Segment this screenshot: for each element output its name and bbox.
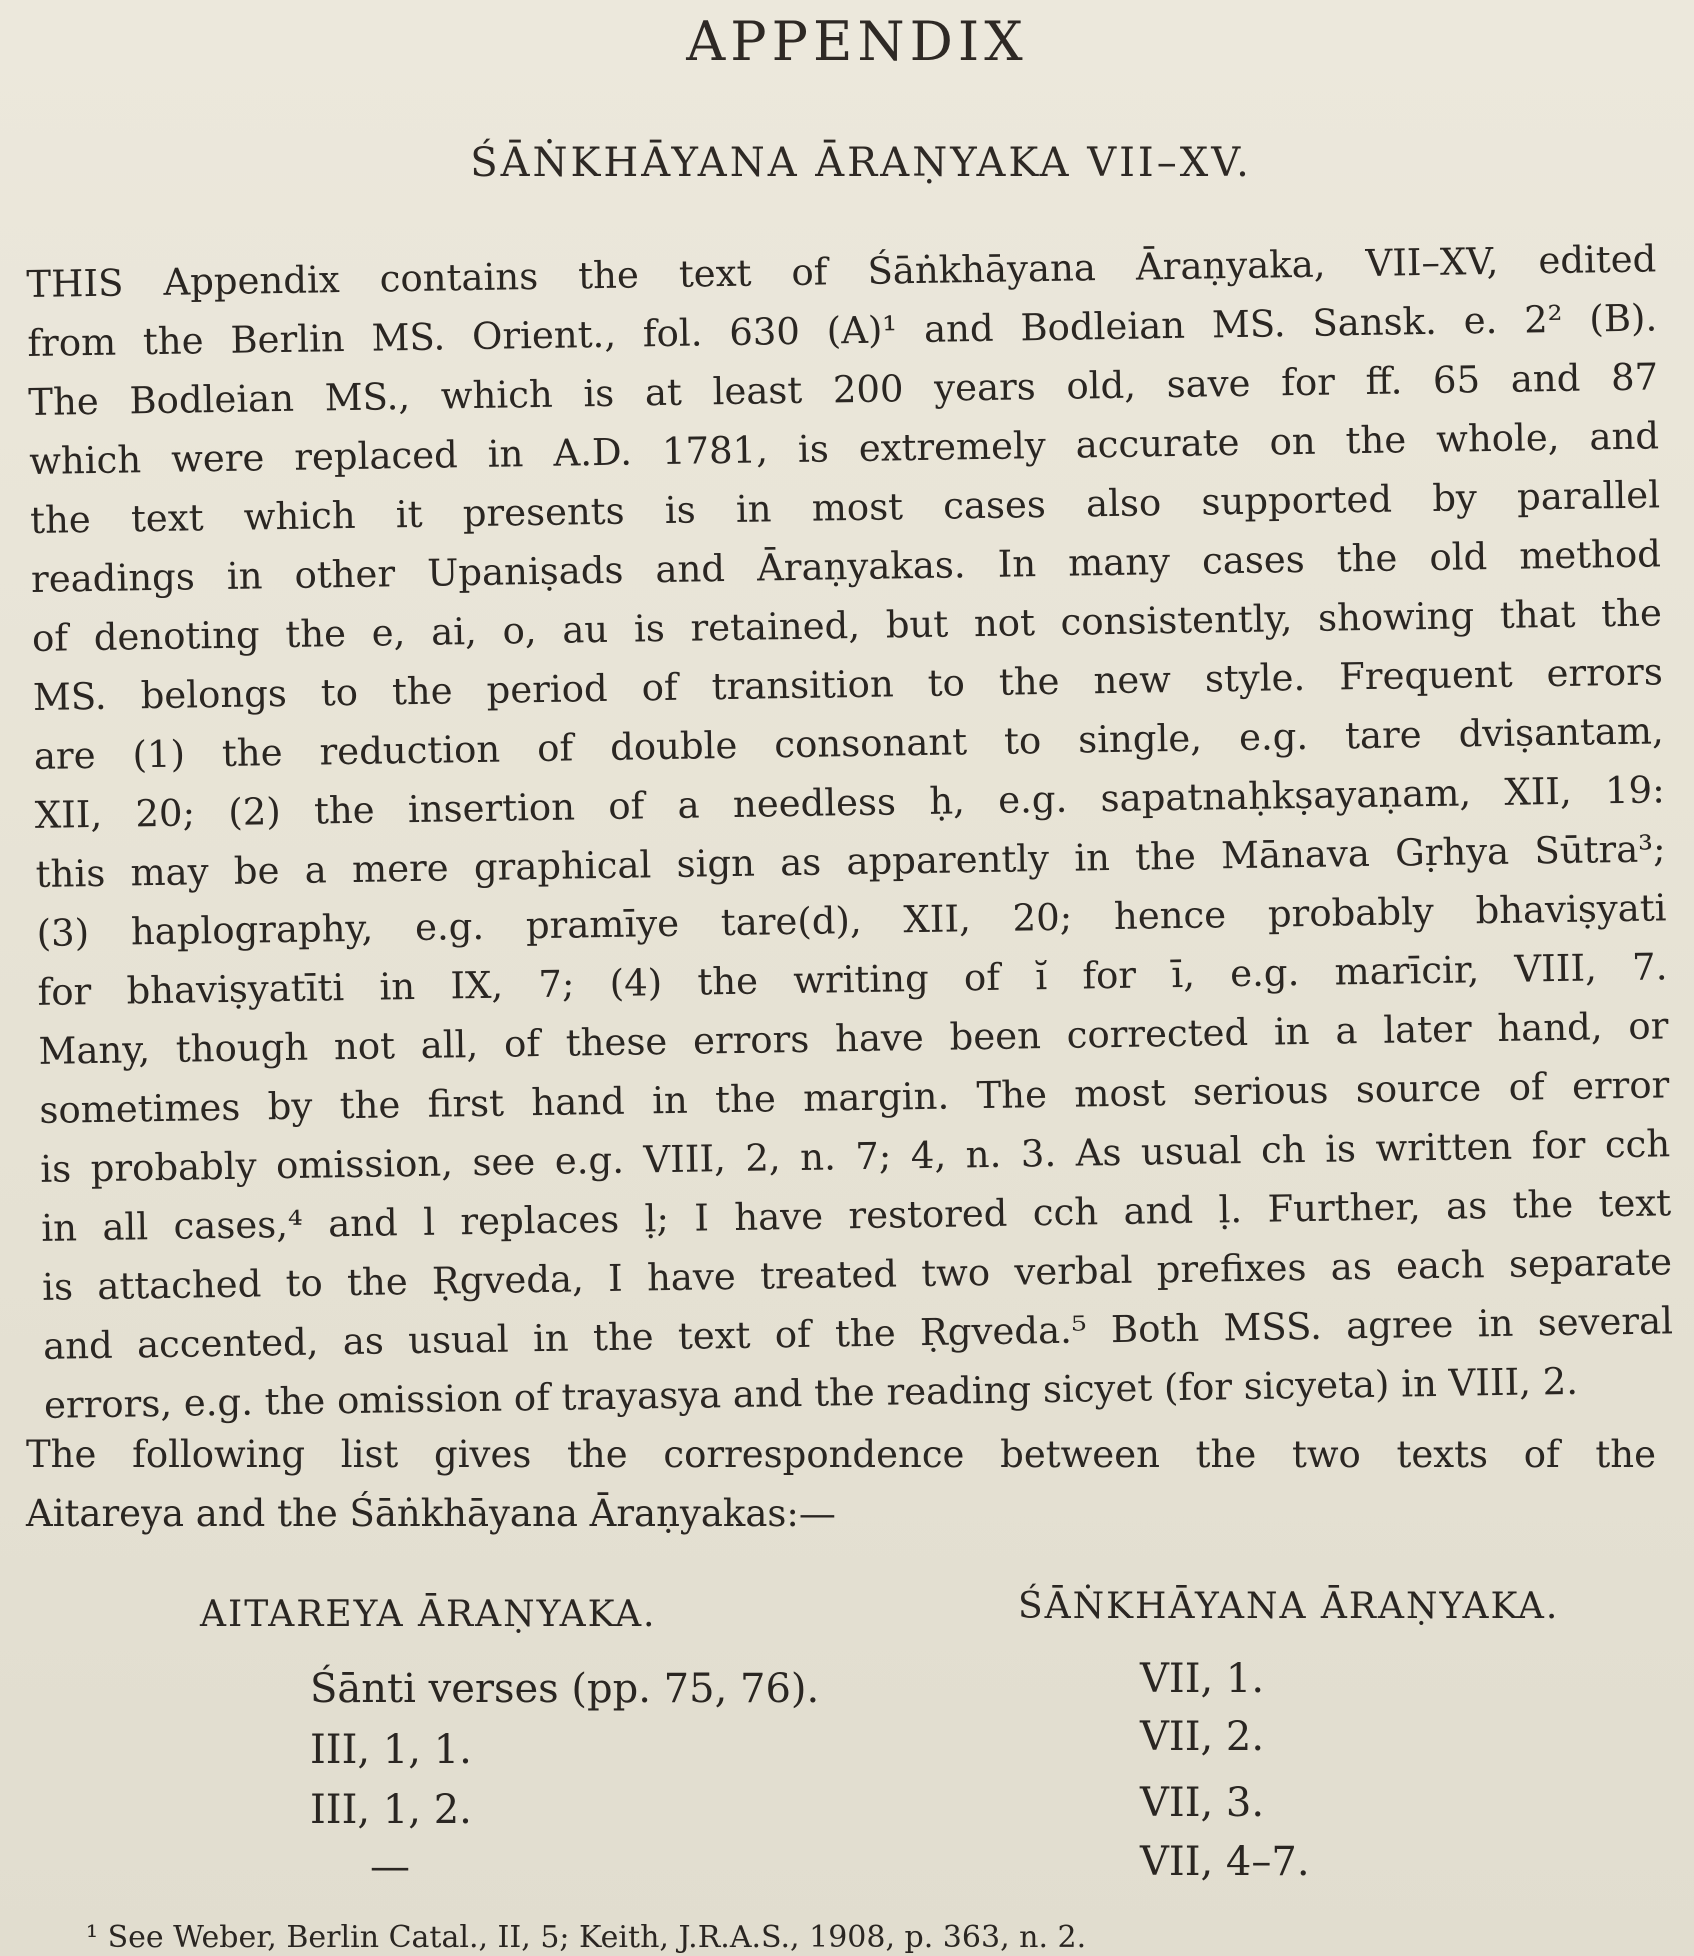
page-subtitle: ŚĀṄKHĀYANA ĀRAṆYAKA VII–XV. [470,140,1252,186]
text-line: (3) haplography, e.g. pramīye tare(d), XII, 20; hence probably bhaviṣyati [36,886,1667,955]
column-header-aitareya: AITAREYA ĀRAṆYAKA. [200,1594,657,1635]
text-line: Aitareya and the Śāṅkhāyana Āraṇyakas:— [26,1492,836,1535]
text-line: of denoting the e, ai, o, au is retained, but not consistently, showing that the [31,591,1663,660]
footnote: ¹ See Weber, Berlin Catal., II, 5; Keith, J.R.A.S., 1908, p. 363, n. 2. [86,1920,1087,1955]
table-cell-sankhayana: VII, 1. [1140,1656,1265,1702]
text-line: The following list gives the correspondence between the two texts of the [26,1433,1656,1476]
text-line: from the Berlin MS. Orient., fol. 630 (A)¹ and Bodleian MS. Sansk. e. 2² (B). [27,296,1658,365]
table-cell-sankhayana: VII, 2. [1140,1714,1265,1760]
column-header-sankhayana: ŚĀṄKHĀYANA ĀRAṆYAKA. [1018,1586,1560,1627]
text-line: XII, 20; (2) the insertion of a needless ḥ, e.g. sapatnaḥkṣayaṇam, XII, 19: [34,768,1665,837]
table-cell-aitareya: III, 1, 1. [310,1727,472,1773]
text-line: is attached to the Ṛgveda, I have treated two verbal prefixes as each separate [41,1240,1673,1309]
table-cell-aitareya: — [370,1844,410,1890]
list-intro-paragraph [26,1425,1656,1543]
text-line: sometimes by the first hand in the margin. The most serious source of error [39,1063,1670,1132]
text-line: are (1) the reduction of double consonant to single, e.g. tare dviṣantam, [33,709,1665,778]
text-line: THIS Appendix contains the text of Śāṅkhāyana Āraṇyaka, VII–XV, edited [26,237,1657,306]
table-cell-aitareya: Śānti verses (pp. 75, 76). [310,1666,820,1712]
text-line: which were replaced in A.D. 1781, is extremely accurate on the whole, and [28,414,1660,483]
page-title: APPENDIX [686,10,1028,73]
text-line: for bhaviṣyatīti in IX, 7; (4) the writing of ĭ for ī, e.g. marīcir, VIII, 7. [37,945,1668,1014]
text-line: and accented, as usual in the text of the Ṛgveda.⁵ Both MSS. agree in several [42,1299,1674,1368]
text-line: readings in other Upaniṣads and Āraṇyakas. In many cases the old method [30,532,1662,601]
text-line: errors, e.g. the omission of trayasya and the reading sicyet (for sicyeta) in VIII, 2. [43,1359,1579,1427]
table-cell-sankhayana: VII, 4–7. [1140,1839,1310,1885]
text-line: the text which it presents is in most cases also supported by parallel [29,473,1661,542]
text-line: The Bodleian MS., which is at least 200 years old, save for ff. 65 and 87 [27,355,1659,424]
text-line: Many, though not all, of these errors have been corrected in a later hand, or [38,1004,1669,1073]
text-line: is probably omission, see e.g. VIII, 2, n. 7; 4, n. 3. As usual ch is written for cch [40,1122,1671,1191]
intro-paragraph [26,229,1674,1434]
text-line: this may be a mere graphical sign as apparently in the Mānava Gṛhya Sūtra³; [35,827,1666,896]
text-line: in all cases,⁴ and l replaces ḷ; I have restored cch and ḷ. Further, as the text [40,1181,1672,1250]
text-line: MS. belongs to the period of transition to the new style. Frequent errors [32,650,1664,719]
table-cell-sankhayana: VII, 3. [1140,1780,1265,1826]
table-cell-aitareya: III, 1, 2. [310,1787,472,1833]
